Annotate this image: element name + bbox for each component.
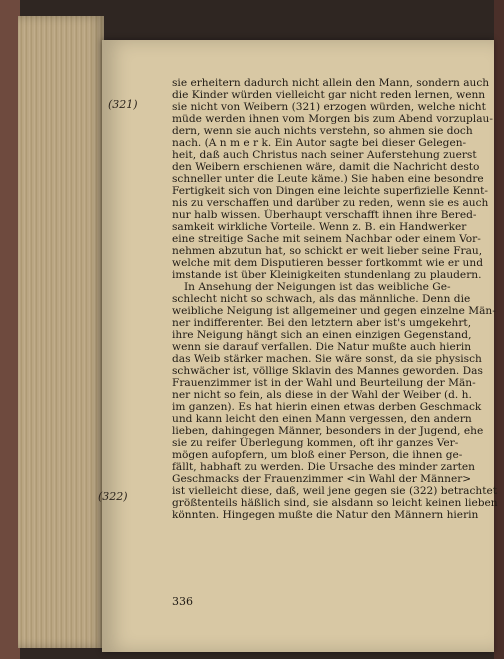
text-line: ist vielleicht diese, daß, weil jene gegen sie (322) betrachtet: [172, 485, 498, 497]
text-line: wenn sie darauf verfallen. Die Natur mußte auch hierin: [172, 341, 472, 353]
text-line: nis zu verschaffen und darüber zu reden, wenn sie es auch: [172, 197, 489, 209]
page-edges: [18, 16, 104, 648]
margin-note: (322): [98, 490, 128, 503]
text-line: müde werden ihnen vom Morgen bis zum Abend vorzuplau-: [172, 113, 493, 125]
text-line: ihre Neigung hängt sich an einen einzigen Gegenstand,: [172, 329, 472, 341]
text-line: das Weib stärker machen. Sie wäre sonst, da sie physisch: [172, 353, 482, 365]
text-line: Geschmacks der Frauenzimmer <in Wahl der Männer>: [172, 473, 472, 485]
book-cover-edge: [0, 0, 20, 659]
text-line: sie erheitern dadurch nicht allein den Mann, sondern auch: [172, 77, 490, 89]
text-line: könnten. Hingegen mußte die Natur den Männern hierin: [172, 509, 479, 521]
text-line: sie nicht von Weibern (321) erzogen würden, welche nicht: [172, 101, 486, 113]
page-text: [172, 77, 498, 577]
text-line: schlecht nicht so schwach, als das männliche. Denn die: [172, 293, 471, 305]
text-line: und kann leicht den einen Mann vergessen, den andern: [172, 413, 472, 425]
page-number: 336: [172, 595, 193, 608]
text-line: lieben, dahingegen Männer, besonders in der Jugend, ehe: [172, 425, 484, 437]
text-line: größtenteils häßlich sind, sie alsdann so leicht keinen lieben: [172, 497, 498, 509]
text-line: samkeit wirkliche Vorteile. Wenn z. B. ein Handwerker: [172, 221, 467, 233]
book-page: [98, 40, 498, 652]
text-line: heit, daß auch Christus nach seiner Auferstehung zuerst: [172, 149, 477, 161]
text-line: den Weibern erschienen wäre, damit die Nachricht desto: [172, 161, 480, 173]
text-line: weibliche Neigung ist allgemeiner und gegen einzelne Män-: [172, 305, 496, 317]
text-line: die Kinder würden vielleicht gar nicht reden lernen, wenn: [172, 89, 486, 101]
text-line: mögen aufopfern, um bloß einer Person, die ihnen ge-: [172, 449, 463, 461]
text-line: In Ansehung der Neigungen ist das weibliche Ge-: [184, 281, 451, 293]
text-line: schwächer ist, völlige Sklavin des Mannes geworden. Das: [172, 365, 483, 377]
text-line: welche mit dem Disputieren besser fortkommt wie er und: [172, 257, 483, 269]
text-line: Frauenzimmer ist in der Wahl und Beurteilung der Män-: [172, 377, 476, 389]
text-line: Fertigkeit sich von Dingen eine leichte superfizielle Kennt-: [172, 185, 488, 197]
text-line: ner nicht so fein, als diese in der Wahl der Weiber (d. h.: [172, 389, 472, 401]
text-line: dern, wenn sie auch nichts verstehn, so ahmen sie doch: [172, 125, 473, 137]
margin-note: (321): [108, 98, 138, 111]
text-line: fällt, habhaft zu werden. Die Ursache des minder zarten: [172, 461, 475, 473]
text-line: nehmen abzutun hat, so schickt er weit lieber seine Frau,: [172, 245, 483, 257]
text-line: im ganzen). Es hat hierin einen etwas derben Geschmack: [172, 401, 482, 413]
text-line: sie zu reifer Überlegung kommen, oft ihr ganzes Ver-: [172, 437, 459, 449]
text-line: eine streitige Sache mit seinem Nachbar oder einem Vor-: [172, 233, 481, 245]
text-line: imstande ist über Kleinigkeiten stundenlang zu plaudern.: [172, 269, 482, 281]
text-line: nach. (A n m e r k. Ein Autor sagte bei dieser Gelegen-: [172, 137, 467, 149]
text-line: schneller unter die Leute käme.) Sie haben eine besondre: [172, 173, 484, 185]
text-line: nur halb wissen. Überhaupt verschafft ihnen ihre Bered-: [172, 209, 477, 221]
text-line: ner indifferenter. Bei den letztern aber ist's umgekehrt,: [172, 317, 472, 329]
